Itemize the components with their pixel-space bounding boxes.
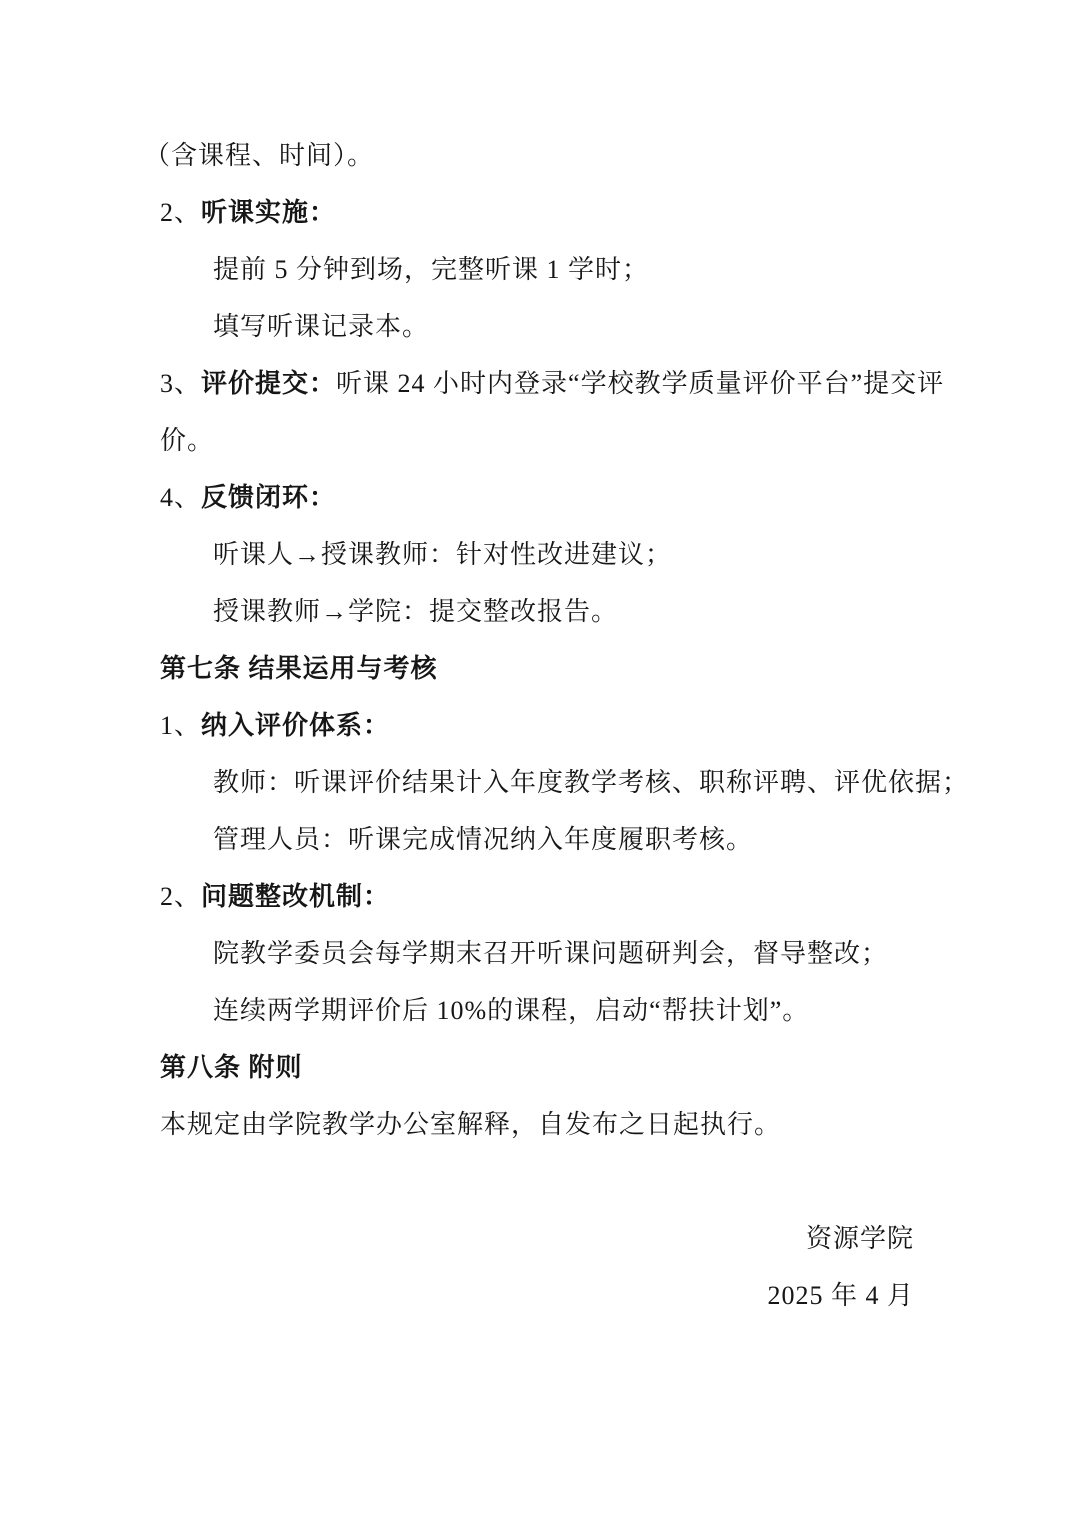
line-text: 提前 5 分钟到场，完整听课 1 学时； xyxy=(213,255,650,284)
text-line xyxy=(160,583,914,640)
text-line xyxy=(160,754,970,811)
section-heading xyxy=(160,640,914,697)
section-heading xyxy=(160,1039,914,1096)
item-number: 1、 xyxy=(160,711,202,740)
line-text: 本规定由学院教学办公室解释，自发布之日起执行。 xyxy=(160,1110,782,1139)
line-text: 授课教师→学院：提交整改报告。 xyxy=(213,597,619,626)
line-text: （含课程、时间）。 xyxy=(144,141,375,170)
numbered-item xyxy=(160,697,914,754)
text-line xyxy=(160,925,914,982)
item-number: 3、 xyxy=(160,369,202,398)
heading-text: 第七条 结果运用与考核 xyxy=(160,654,438,683)
line-text: 教师：听课评价结果计入年度教学考核、职称评聘、评优依据； xyxy=(213,768,970,797)
line-text: 院教学委员会每学期末召开听课问题研判会，督导整改； xyxy=(213,939,889,968)
signature-date xyxy=(160,1267,914,1324)
line-text: 听课人→授课教师：针对性改进建议； xyxy=(213,540,673,569)
text-line xyxy=(144,127,914,184)
signature-org-text: 资源学院 xyxy=(805,1224,914,1253)
item-label: 评价提交： xyxy=(201,369,337,398)
text-line xyxy=(160,811,914,868)
text-line xyxy=(160,982,914,1039)
line-text: 填写听课记录本。 xyxy=(213,312,430,341)
item-number: 2、 xyxy=(160,882,202,911)
text-line xyxy=(160,412,914,469)
numbered-item xyxy=(160,469,914,526)
heading-text: 第八条 附则 xyxy=(160,1053,303,1082)
text-line xyxy=(160,526,914,583)
item-label: 反馈闭环： xyxy=(201,483,337,512)
blank-line xyxy=(160,1153,914,1210)
line-text: 价。 xyxy=(160,426,215,455)
text-line xyxy=(160,1096,914,1153)
signature-org xyxy=(160,1210,914,1267)
line-text: 听课 24 小时内登录“学校教学质量评价平台”提交评 xyxy=(336,369,945,398)
text-line xyxy=(160,298,914,355)
line-text: 连续两学期评价后 10%的课程，启动“帮扶计划”。 xyxy=(213,996,810,1025)
numbered-item xyxy=(160,355,945,412)
numbered-item xyxy=(160,868,914,925)
text-line xyxy=(160,241,914,298)
item-number: 4、 xyxy=(160,483,202,512)
item-label: 听课实施： xyxy=(201,198,337,227)
line-text: 管理人员：听课完成情况纳入年度履职考核。 xyxy=(213,825,754,854)
item-label: 纳入评价体系： xyxy=(201,711,391,740)
document-body xyxy=(144,127,970,1324)
item-label: 问题整改机制： xyxy=(201,882,391,911)
numbered-item xyxy=(160,184,914,241)
signature-date-text: 2025 年 4 月 xyxy=(767,1281,914,1310)
item-number: 2、 xyxy=(160,198,202,227)
